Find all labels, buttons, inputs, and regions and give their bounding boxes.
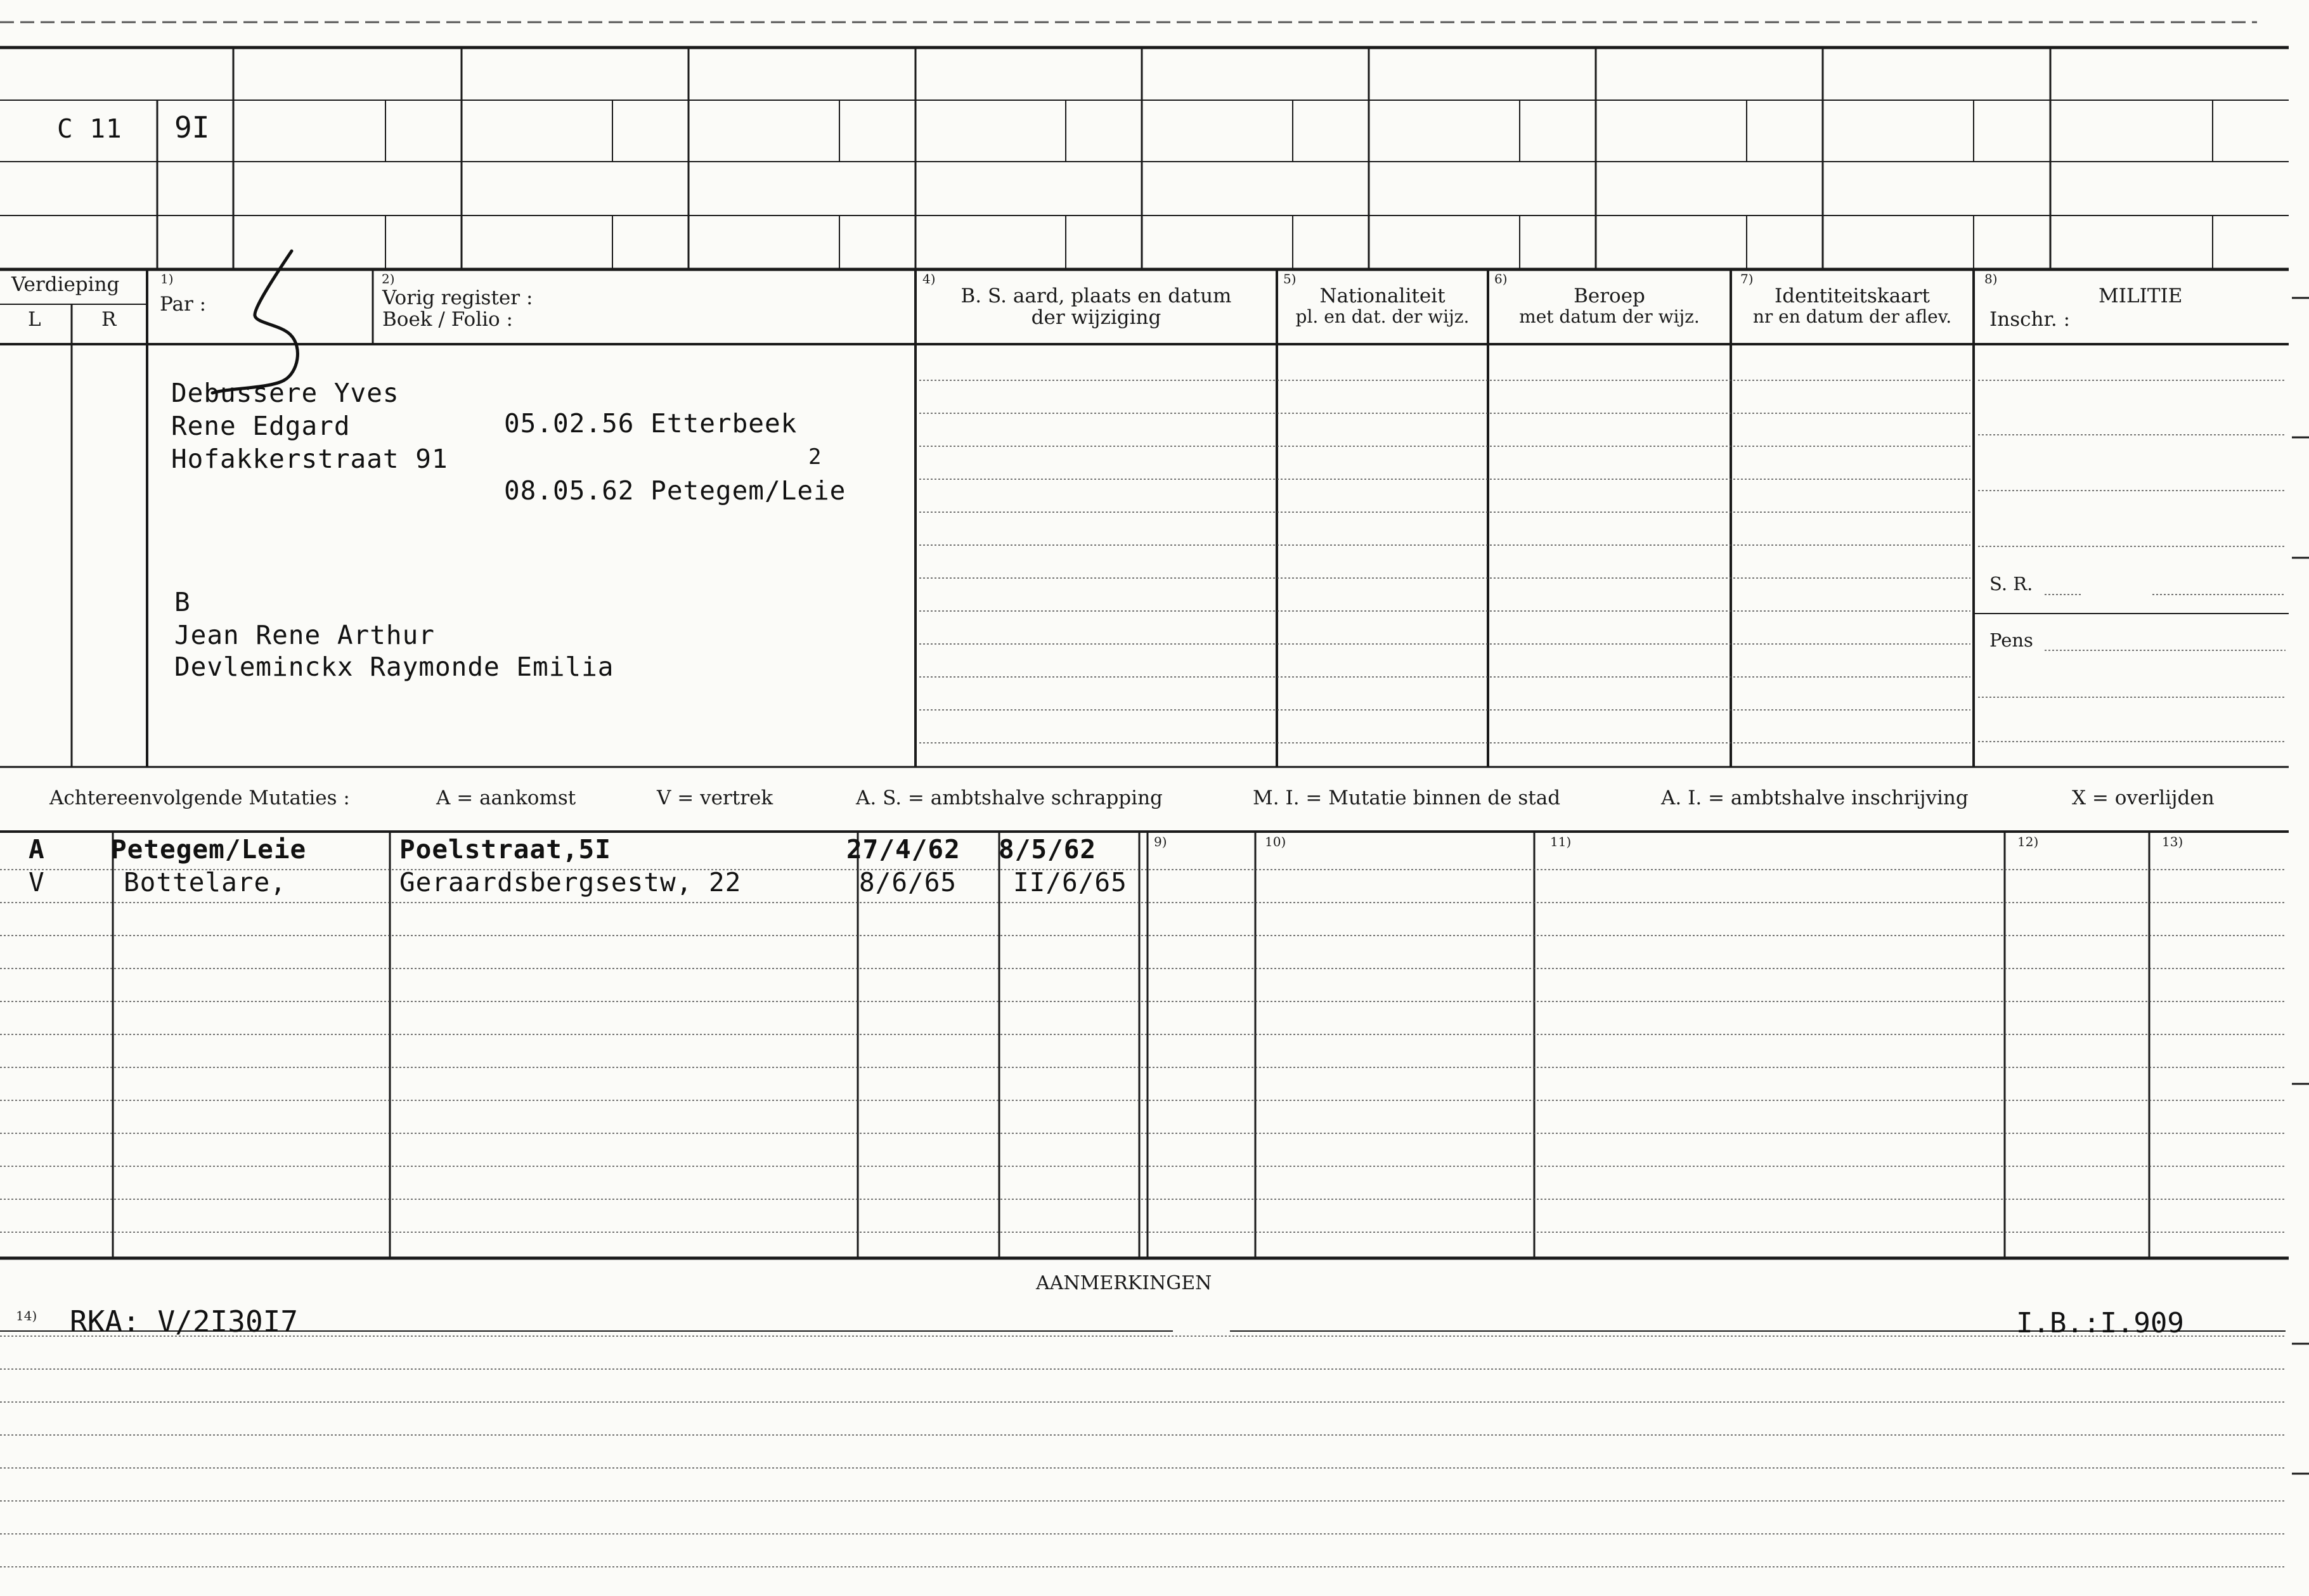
remarks-right: I.B.:I.909 <box>2016 1307 2184 1339</box>
col1-number: 1) <box>160 271 174 286</box>
handwritten-mark <box>209 246 330 398</box>
remarks-number: 14) <box>16 1308 37 1323</box>
col1-label: Par : <box>160 293 207 316</box>
mutation-row1-date1: 27/4/62 <box>846 834 960 865</box>
legend-intro: Achtereenvolgende Mutaties : <box>49 787 350 809</box>
mutation-row1-date2: 8/5/62 <box>999 834 1097 865</box>
header-l: L <box>28 308 41 331</box>
col8-sr: S. R. <box>1989 573 2033 595</box>
mutation-col9-number: 9) <box>1154 834 1167 849</box>
mutation-col11-number: 11) <box>1550 834 1572 849</box>
person-birth: 05.02.56 Etterbeek <box>504 408 798 439</box>
person-name-line2: Rene Edgard <box>171 411 351 441</box>
mutation-row1-type: A <box>29 834 45 865</box>
card-number: 9I <box>174 110 210 145</box>
col2-line2: Boek / Folio : <box>382 308 513 331</box>
card-code: C 11 <box>57 113 122 144</box>
col5-number: 5) <box>1283 271 1297 286</box>
mutation-col10-number: 10) <box>1265 834 1286 849</box>
col6-line2: met datum der wijz. <box>1519 306 1700 327</box>
person-second-date: 08.05.62 Petegem/Leie <box>504 475 846 506</box>
col4-line1: B. S. aard, plaats en datum <box>960 285 1232 307</box>
header-r: R <box>101 308 117 331</box>
legend-as: A. S. = ambtshalve schrapping <box>856 787 1163 809</box>
col4-number: 4) <box>922 271 936 286</box>
col2-number: 2) <box>382 271 395 286</box>
person-mother: Devleminckx Raymonde Emilia <box>174 652 614 682</box>
mutation-row1-street: Poelstraat,5I <box>399 834 611 865</box>
header-verdieping: Verdieping <box>11 273 120 296</box>
col6-number: 6) <box>1494 271 1508 286</box>
col7-line1: Identiteitskaart <box>1775 285 1930 307</box>
person-parent-letter: B <box>174 587 191 617</box>
person-father: Jean Rene Arthur <box>174 620 435 650</box>
legend-ai: A. I. = ambtshalve inschrijving <box>1661 787 1969 809</box>
person-marker: 2 <box>808 444 822 470</box>
mutation-row2-street: Geraardsbergsestw, 22 <box>399 867 742 898</box>
mutation-row2-date2: II/6/65 <box>1013 867 1127 898</box>
legend-mi: M. I. = Mutatie binnen de stad <box>1253 787 1561 809</box>
col7-line2: nr en datum der aflev. <box>1752 306 1952 327</box>
person-address: Hofakkerstraat 91 <box>171 444 448 474</box>
col5-line1: Nationaliteit <box>1319 285 1446 307</box>
mutation-col13-number: 13) <box>2162 834 2183 849</box>
remarks-left: RKA: V/2I30I7 <box>70 1304 299 1339</box>
col8-pens: Pens <box>1989 629 2033 651</box>
mutation-row1-place: Petegem/Leie <box>111 834 307 865</box>
legend-v: V = vertrek <box>657 787 773 809</box>
col6-line1: Beroep <box>1574 285 1645 307</box>
col8-inschr: Inschr. : <box>1989 308 2071 331</box>
col2-line1: Vorig register : <box>382 286 533 309</box>
col7-number: 7) <box>1740 271 1754 286</box>
legend-a: A = aankomst <box>436 787 576 809</box>
remarks-title: AANMERKINGEN <box>1036 1272 1212 1294</box>
legend-x: X = overlijden <box>2072 787 2215 809</box>
mutation-col12-number: 12) <box>2017 834 2039 849</box>
mutation-row2-place: Bottelare, <box>124 867 287 898</box>
col8-number: 8) <box>1984 271 1998 286</box>
person-name-line1: Debussere Yves <box>171 378 399 408</box>
col5-line2: pl. en dat. der wijz. <box>1295 306 1470 327</box>
mutation-row2-type: V <box>29 867 45 898</box>
col8-title: MILITIE <box>2099 285 2183 307</box>
col4-line2: der wijziging <box>1031 306 1161 329</box>
mutation-row2-date1: 8/6/65 <box>859 867 957 898</box>
